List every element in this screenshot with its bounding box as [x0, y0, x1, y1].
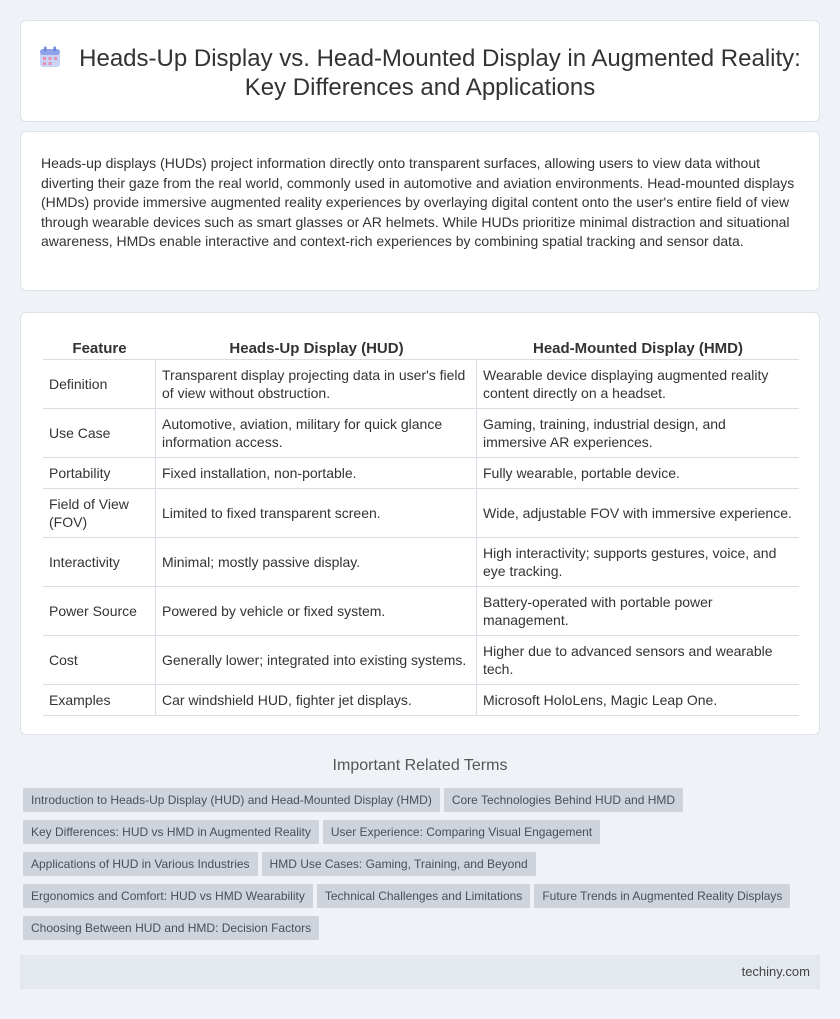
- feature-cell: Examples: [43, 685, 156, 716]
- calendar-icon: [39, 46, 61, 68]
- hmd-cell: High interactivity; supports gestures, voice, and eye tracking.: [477, 538, 799, 587]
- hmd-cell: Gaming, training, industrial design, and immersive AR experiences.: [477, 409, 799, 458]
- comparison-table: [43, 334, 799, 716]
- related-term-tag[interactable]: Introduction to Heads-Up Display (HUD) and Head-Mounted Display (HMD): [23, 788, 440, 812]
- hud-cell: Fixed installation, non-portable.: [156, 458, 477, 489]
- hud-cell: Powered by vehicle or fixed system.: [156, 587, 477, 636]
- related-term-tag[interactable]: HMD Use Cases: Gaming, Training, and Beyond: [262, 852, 536, 876]
- hmd-cell: Fully wearable, portable device.: [477, 458, 799, 489]
- title-card: [20, 20, 820, 122]
- feature-cell: Definition: [43, 360, 156, 409]
- table-row: [43, 489, 799, 538]
- table-row: [43, 685, 799, 716]
- feature-cell: Interactivity: [43, 538, 156, 587]
- feature-cell: Portability: [43, 458, 156, 489]
- related-terms-heading: Important Related Terms: [332, 757, 508, 774]
- hmd-cell: Battery-operated with portable power management.: [477, 587, 799, 636]
- footer: [20, 955, 820, 989]
- hud-cell: Transparent display projecting data in user's field of view without obstruction.: [156, 360, 477, 409]
- intro-card: [20, 131, 820, 291]
- related-term-tag[interactable]: Core Technologies Behind HUD and HMD: [444, 788, 683, 812]
- header-feature: Feature: [43, 334, 156, 360]
- feature-cell: Field of View (FOV): [43, 489, 156, 538]
- hmd-cell: Wide, adjustable FOV with immersive experience.: [477, 489, 799, 538]
- header-hmd: Head-Mounted Display (HMD): [477, 334, 799, 360]
- related-terms-list: [23, 788, 803, 948]
- table-row: [43, 458, 799, 489]
- hud-cell: Automotive, aviation, military for quick glance information access.: [156, 409, 477, 458]
- hud-cell: Minimal; mostly passive display.: [156, 538, 477, 587]
- table-row: [43, 409, 799, 458]
- intro-paragraph: Heads-up displays (HUDs) project information directly onto transparent surfaces, allowing users to view data without diverting their gaze from the real world, commonly used in automotive and aviation environments. Head-mounted displays (HMDs) provide immersive augmented reality experiences by overlaying digital content onto the user's entire field of view through wearable devices such as smart glasses or AR helmets. While HUDs prioritize minimal distraction and situational awareness, HMDs enable interactive and context-rich experiences by combining spatial tracking and sensor data.: [41, 155, 795, 249]
- related-term-tag[interactable]: Choosing Between HUD and HMD: Decision Factors: [23, 916, 319, 940]
- hud-cell: Generally lower; integrated into existing systems.: [156, 636, 477, 685]
- table-row: [43, 636, 799, 685]
- table-header-row: [43, 334, 799, 360]
- feature-cell: Cost: [43, 636, 156, 685]
- related-term-tag[interactable]: User Experience: Comparing Visual Engagement: [323, 820, 600, 844]
- related-term-tag[interactable]: Ergonomics and Comfort: HUD vs HMD Wearability: [23, 884, 313, 908]
- table-row: [43, 538, 799, 587]
- related-term-tag[interactable]: Key Differences: HUD vs HMD in Augmented Reality: [23, 820, 319, 844]
- feature-cell: Power Source: [43, 587, 156, 636]
- header-hud: Heads-Up Display (HUD): [156, 334, 477, 360]
- hmd-cell: Microsoft HoloLens, Magic Leap One.: [477, 685, 799, 716]
- comparison-card: [20, 312, 820, 735]
- hud-cell: Limited to fixed transparent screen.: [156, 489, 477, 538]
- page-title: [21, 44, 819, 102]
- feature-cell: Use Case: [43, 409, 156, 458]
- page-title-text: Heads-Up Display vs. Head-Mounted Display in Augmented Reality: Key Differences and Applications: [79, 45, 801, 101]
- related-term-tag[interactable]: Technical Challenges and Limitations: [317, 884, 530, 908]
- hmd-cell: Wearable device displaying augmented reality content directly on a headset.: [477, 360, 799, 409]
- table-row: [43, 360, 799, 409]
- hmd-cell: Higher due to advanced sensors and wearable tech.: [477, 636, 799, 685]
- hud-cell: Car windshield HUD, fighter jet displays.: [156, 685, 477, 716]
- related-term-tag[interactable]: Applications of HUD in Various Industries: [23, 852, 258, 876]
- footer-site-link[interactable]: techiny.com: [741, 964, 810, 979]
- table-row: [43, 587, 799, 636]
- related-term-tag[interactable]: Future Trends in Augmented Reality Displays: [534, 884, 790, 908]
